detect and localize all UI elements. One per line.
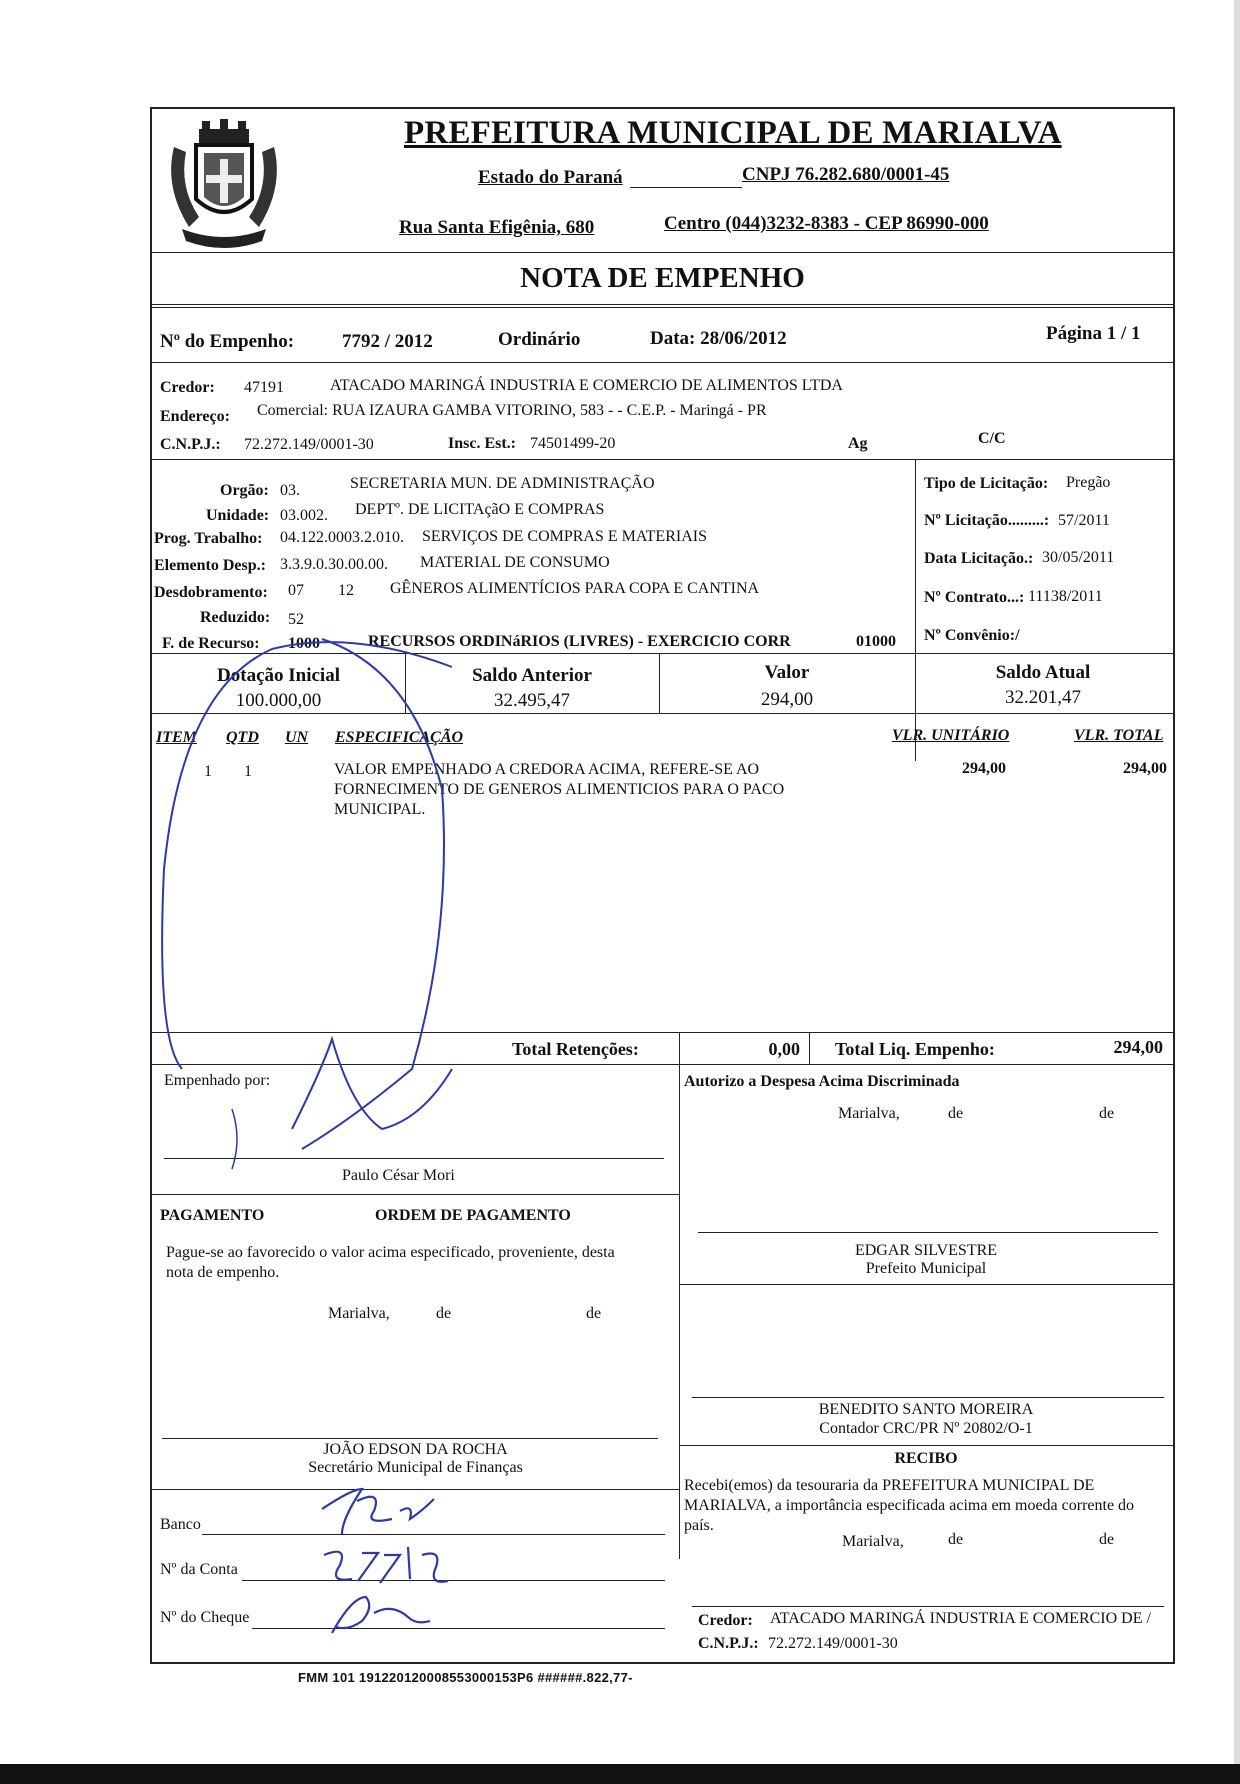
prog-label: Prog. Trabalho: [154, 530, 263, 547]
convenio-label: Nº Convênio:/ [924, 627, 1020, 644]
prefeito-cargo: Prefeito Municipal [865, 1260, 987, 1277]
empenho-date: Data: 28/06/2012 [650, 328, 787, 349]
elem-desc: MATERIAL DE CONSUMO [420, 554, 610, 571]
tipo-licitacao-label: Tipo de Licitação: [924, 475, 1049, 492]
header-title: PREFEITURA MUNICIPAL DE MARIALVA [404, 115, 1062, 151]
desd-label: Desdobramento: [154, 584, 268, 601]
valor-value: 294,00 [760, 689, 814, 710]
unidade-code: 03.002. [280, 507, 328, 524]
recibo-de2: de [1099, 1531, 1115, 1548]
prog-code: 04.122.0003.2.010. [280, 529, 404, 546]
contrato: 11138/2011 [1028, 588, 1103, 605]
desd-code1: 07 [288, 582, 304, 599]
elem-label: Elemento Desp.: [154, 557, 266, 574]
empenho-type: Ordinário [498, 329, 581, 350]
item-total-value: 294,00 [1123, 760, 1167, 777]
cheque-label: Nº do Cheque [160, 1609, 250, 1626]
recibo-de1: de [948, 1531, 964, 1548]
col-vlr-unit: VLR. UNITÁRIO [892, 727, 1010, 744]
credor-label: Credor: [160, 379, 215, 396]
header-cnpj: CNPJ 76.282.680/0001-45 [742, 164, 950, 185]
pagamento-label: PAGAMENTO [160, 1207, 265, 1224]
saldo-atual-value: 32.201,47 [1005, 687, 1081, 708]
fonte-code: 1000 [288, 635, 320, 652]
desd-desc: GÊNEROS ALIMENTÍCIOS PARA COPA E CANTINA [390, 580, 760, 597]
autorizo-local: Marialva, [838, 1105, 900, 1122]
item-spec-line2: FORNECIMENTO DE GENEROS ALIMENTICIOS PARA O PACO [334, 781, 785, 798]
desd-code2: 12 [338, 582, 354, 599]
recibo-line2: MARIALVA, a importância especificada acima em moeda corrente do [684, 1497, 1135, 1514]
header-address: Rua Santa Efigênia, 680 [399, 217, 595, 238]
empenhado-nome: Paulo César Mori [342, 1167, 455, 1184]
fonte-num: 01000 [856, 633, 896, 650]
fonte-label: F. de Recurso: [162, 635, 260, 652]
pagamento-local: Marialva, [328, 1305, 390, 1322]
num-licitacao-label: Nº Licitação.........: [924, 512, 1050, 529]
credor-cnpj-label: C.N.P.J.: [160, 436, 221, 453]
prefeito-nome: EDGAR SILVESTRE [854, 1242, 998, 1259]
autorizo-de1: de [948, 1105, 964, 1122]
credor-name: ATACADO MARINGÁ INDUSTRIA E COMERCIO DE ALIMENTOS LTDA [330, 377, 843, 394]
reduzido-code: 52 [288, 611, 304, 628]
total-retencoes-label: Total Retenções: [512, 1039, 639, 1059]
total-retencoes-value: 0,00 [768, 1039, 800, 1059]
total-liq-label: Total Liq. Empenho: [835, 1039, 995, 1059]
recibo-local: Marialva, [842, 1533, 904, 1550]
col-item: ITEM [156, 729, 197, 746]
endereco-label: Endereço: [160, 408, 230, 425]
unidade-label: Unidade: [206, 507, 270, 524]
tipo-licitacao: Pregão [1066, 474, 1111, 491]
pague-line2: nota de empenho. [166, 1264, 280, 1281]
credor-code: 47191 [244, 379, 284, 396]
elem-code: 3.3.9.0.30.00.00. [280, 556, 388, 573]
total-liq-value: 294,00 [1113, 1037, 1163, 1057]
dotacao-value: 100.000,00 [235, 690, 322, 711]
item-spec-line1: VALOR EMPENHADO A CREDORA ACIMA, REFERE-SE AO [334, 761, 760, 778]
saldo-anterior-value: 32.495,47 [494, 690, 570, 711]
saldo-atual-label: Saldo Atual [995, 662, 1091, 683]
doc-title: NOTA DE EMPENHO [520, 262, 805, 294]
data-licitacao-label: Data Licitação.: [924, 550, 1034, 567]
autorizo-de2: de [1099, 1105, 1115, 1122]
scan-edge [1234, 0, 1240, 1784]
insc-label: Insc. Est.: [448, 435, 517, 452]
autorizo-label: Autorizo a Despesa Acima Discriminada [684, 1073, 960, 1090]
endereco-value: Comercial: RUA IZAURA GAMBA VITORINO, 583 - - C.E.P. - Maringá - PR [257, 402, 767, 419]
contrato-label: Nº Contrato...: [924, 589, 1025, 606]
nota-de-empenho-form [150, 107, 1175, 1664]
ag-label: Ag [848, 435, 868, 452]
prog-desc: SERVIÇOS DE COMPRAS E MATERIAIS [422, 528, 707, 545]
contador-nome: BENEDITO SANTO MOREIRA [818, 1401, 1034, 1418]
unidade-desc: DEPTº. DE LICITAçãO E COMPRAS [355, 501, 605, 518]
col-espec: ESPECIFICAÇÃO [335, 729, 464, 746]
recibo-cnpj-label: C.N.P.J.: [698, 1635, 759, 1652]
recibo-cnpj: 72.272.149/0001-30 [768, 1635, 898, 1652]
footer-code: FMM 101 191220120008553000153P6 ######.822,77- [298, 1670, 633, 1685]
col-vlr-total: VLR. TOTAL [1074, 727, 1164, 744]
recibo-credor-label: Credor: [698, 1612, 753, 1629]
empenho-number: 7792 / 2012 [342, 331, 433, 352]
item-spec-line3: MUNICIPAL. [334, 801, 426, 818]
insc-value: 74501499-20 [530, 435, 616, 452]
recibo-line1: Recebi(emos) da tesouraria da PREFEITURA MUNICIPAL DE [684, 1477, 1095, 1494]
orgao-code: 03. [280, 482, 300, 499]
saldo-anterior-label: Saldo Anterior [472, 665, 592, 686]
item-qtd: 1 [244, 763, 252, 780]
reduzido-label: Reduzido: [200, 609, 271, 626]
valor-label: Valor [764, 662, 810, 683]
cc-label: C/C [978, 430, 1006, 447]
credor-cnpj: 72.272.149/0001-30 [244, 436, 374, 453]
empenho-label: Nº do Empenho: [160, 331, 295, 352]
orgao-desc: SECRETARIA MUN. DE ADMINISTRAÇÃO [350, 475, 655, 492]
orgao-label: Orgão: [220, 482, 269, 499]
item-number: 1 [204, 763, 212, 780]
recibo-line3: país. [684, 1517, 714, 1534]
secretario-nome: JOÃO EDSON DA ROCHA [323, 1441, 508, 1458]
empenho-page: Página 1 / 1 [1046, 323, 1141, 344]
item-unit-value: 294,00 [962, 760, 1006, 777]
pague-line1: Pague-se ao favorecido o valor acima especificado, proveniente, desta [166, 1244, 615, 1261]
fonte-desc: RECURSOS ORDINáRIOS (LIVRES) - EXERCICIO CORR [368, 633, 791, 650]
col-un: UN [285, 729, 309, 746]
header-contact: Centro (044)3232-8383 - CEP 86990-000 [664, 213, 989, 234]
empenhado-label: Empenhado por: [164, 1072, 271, 1089]
pagamento-de2: de [586, 1305, 602, 1322]
ordem-pagamento-label: ORDEM DE PAGAMENTO [375, 1207, 571, 1224]
coat-of-arms-icon [154, 117, 294, 257]
recibo-credor: ATACADO MARINGÁ INDUSTRIA E COMERCIO DE / [770, 1610, 1151, 1627]
banco-label: Banco [160, 1516, 201, 1533]
contador-cargo: Contador CRC/PR Nº 20802/O-1 [819, 1420, 1033, 1437]
conta-label: Nº da Conta [160, 1561, 238, 1578]
col-qtd: QTD [226, 729, 259, 746]
data-licitacao: 30/05/2011 [1042, 549, 1115, 566]
dotacao-label: Dotação Inicial [217, 665, 340, 686]
secretario-cargo: Secretário Municipal de Finanças [308, 1459, 523, 1476]
pagamento-de1: de [436, 1305, 452, 1322]
header-state: Estado do Paraná [478, 167, 623, 188]
num-licitacao: 57/2011 [1058, 512, 1110, 529]
scan-bottom-edge [0, 1764, 1240, 1784]
recibo-title: RECIBO [894, 1450, 958, 1467]
